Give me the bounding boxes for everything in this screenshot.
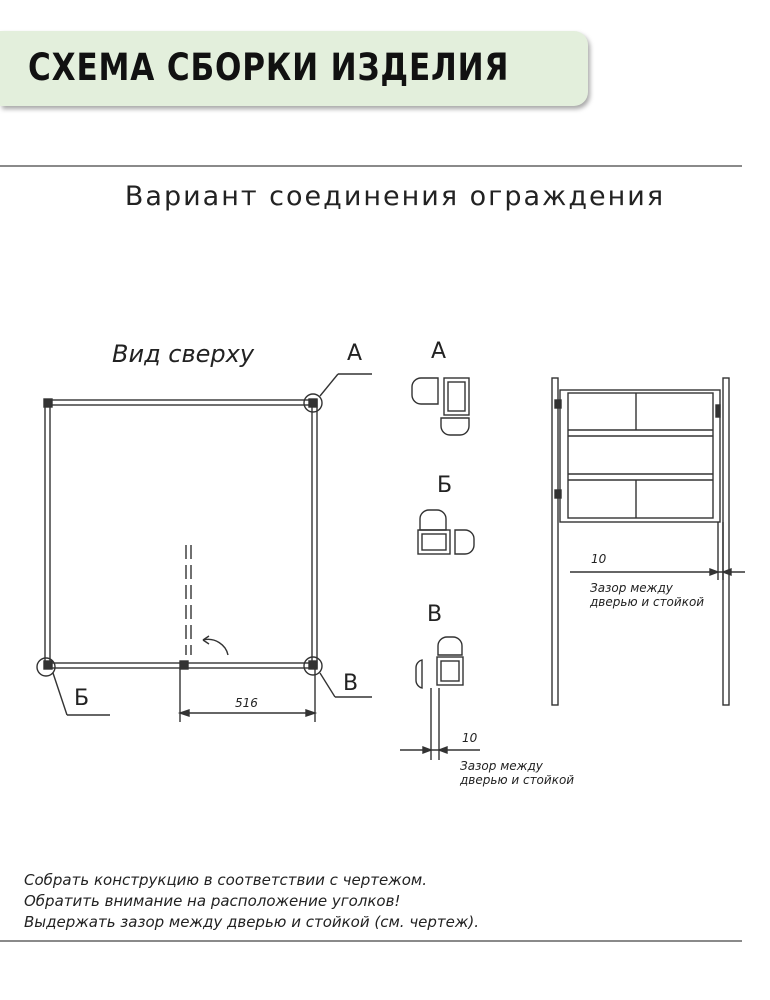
callout-leader-b	[53, 673, 67, 715]
drawing-title: Вариант соединения ограждения	[124, 181, 666, 212]
latch	[716, 405, 720, 417]
detail-v-gap-value: 10	[462, 731, 478, 745]
front-right-post	[723, 378, 729, 705]
detail-b-post-inner	[422, 534, 446, 550]
front-left-post	[552, 378, 558, 705]
detail-a-clamp-left	[412, 378, 438, 404]
door-frame-outer	[560, 390, 720, 522]
detail-b-clamp-right	[455, 530, 474, 554]
detail-v-gap-note-1: Зазор между	[460, 759, 543, 773]
corner-post-tl	[44, 399, 52, 407]
corner-post-v	[309, 661, 317, 669]
page-title: СХЕМА СБОРКИ ИЗДЕЛИЯ	[28, 46, 510, 89]
detail-label-v: В	[427, 602, 443, 627]
callout-leader-a	[320, 374, 338, 396]
front-gap-note-2: дверью и стойкой	[590, 595, 705, 609]
callout-label-b: Б	[74, 686, 90, 711]
front-view	[552, 378, 745, 705]
callout-label-v: В	[343, 671, 359, 696]
door-post	[180, 661, 188, 669]
enclosure-inner	[50, 405, 312, 663]
note-2: Обратить внимание на расположение уголков!	[24, 892, 401, 910]
detail-label-b: Б	[437, 473, 453, 498]
front-gap-value: 10	[591, 552, 607, 566]
callout-leader-v	[320, 673, 335, 697]
callout-label-a: А	[347, 341, 363, 366]
detail-b-clamp-top	[420, 510, 446, 530]
detail-a	[412, 339, 469, 435]
detail-a-post-inner	[448, 382, 465, 411]
detail-v-gap-note-2: дверью и стойкой	[460, 773, 575, 787]
detail-v-door-clamp	[416, 660, 422, 688]
top-view	[37, 340, 372, 722]
corner-post-b	[44, 661, 52, 669]
front-gap-note-1: Зазор между	[590, 581, 673, 595]
detail-v-post-inner	[441, 661, 459, 681]
door-frame-inner	[568, 393, 713, 518]
detail-a-clamp-bottom	[441, 418, 469, 435]
enclosure-outer	[45, 400, 317, 668]
top-view-label: Вид сверху	[112, 340, 255, 368]
dim-width-value: 516	[235, 696, 258, 710]
detail-b	[418, 473, 474, 554]
hinge-bottom	[555, 490, 561, 498]
note-1: Собрать конструкцию в соответствии с чертежом.	[24, 871, 428, 889]
detail-v-clamp-top	[438, 637, 462, 655]
detail-label-a: А	[431, 339, 447, 364]
corner-post-a	[309, 399, 317, 407]
note-3: Выдержать зазор между дверью и стойкой (см. чертеж).	[24, 913, 480, 931]
hinge-top	[555, 400, 561, 408]
